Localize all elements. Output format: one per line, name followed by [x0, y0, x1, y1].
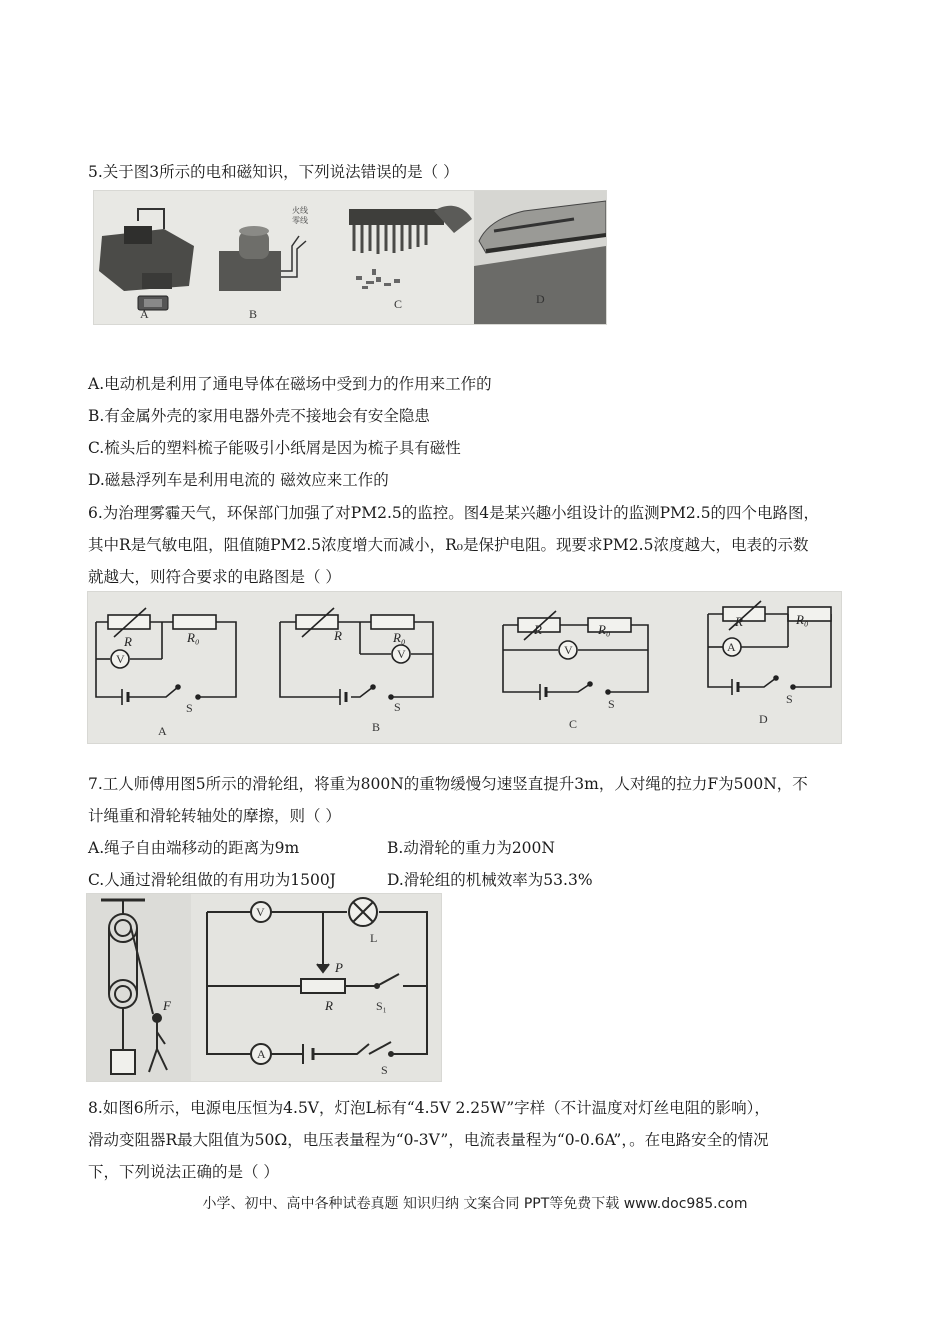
circuit-b-s-label: S [394, 700, 401, 714]
page-footer: 小学、初中、高中各种试卷真题 知识归纳 文案合同 PPT等免费下载 www.doc985.com [202, 1196, 748, 1212]
figure-6-slider-label: P [335, 960, 343, 975]
fig3-label-c: C [394, 297, 403, 311]
q5-option-d: D.磁悬浮列车是利用电流的 磁效应来工作的 [88, 471, 389, 489]
figure-6-lamp-label: L [370, 931, 378, 945]
circuit-b-r-label: R [334, 628, 342, 643]
q7-option-a: A.绳子自由端移动的距离为9m [88, 839, 300, 857]
circuit-c-s-label: S [608, 697, 615, 711]
circuit-d-r-label: R [735, 614, 743, 629]
circuit-c-meter-label: V [564, 643, 573, 657]
fig3-label-a: A [140, 307, 149, 321]
figure-3-photos [93, 190, 607, 325]
circuit-a-r0-label: R₀ [187, 630, 200, 645]
q8-stem-line-3: 下，下列说法正确的是（ ） [88, 1163, 279, 1181]
circuit-d-r0-label: R₀ [796, 612, 809, 627]
fig3-b-neutral-wire-label: 零线 [292, 216, 308, 225]
q7-stem-line-2: 计绳重和滑轮转轴处的摩擦，则（ ） [88, 807, 341, 825]
circuit-a-r-label: R [124, 634, 132, 649]
q8-stem-line-1: 8.如图6所示，电源电压恒为4.5V，灯泡L标有“4.5V 2.25W”字样（不计温度对灯丝电阻的影响）， [88, 1099, 770, 1117]
circuit-c-label: C [569, 717, 578, 731]
fig3-label-d: D [536, 292, 545, 306]
q7-option-c: C.人通过滑轮组做的有用功为1500J [88, 871, 336, 889]
circuit-c-r0-label: R₀ [598, 622, 611, 637]
figure-6-switch-s-label: S [381, 1063, 388, 1077]
q8-stem-line-2: 滑动变阻器R最大阻值为50Ω，电压表量程为“0-3V”，电流表量程为“0-0.6A”，。在电路安全的情况 [88, 1131, 769, 1149]
q5-option-c: C.梳头后的塑料梳子能吸引小纸屑是因为梳子具有磁性 [88, 439, 461, 457]
figure-6-rheostat-label: R [325, 998, 333, 1013]
figure-6-voltmeter-label: V [256, 905, 265, 919]
q5-stem: 5.关于图3所示的电和磁知识，下列说法错误的是（ ） [88, 163, 459, 181]
q6-stem-line-3: 就越大，则符合要求的电路图是（ ） [88, 568, 341, 586]
q5-option-a: A.电动机是利用了通电导体在磁场中受到力的作用来工作的 [88, 375, 492, 393]
circuit-b-meter-label: V [397, 647, 406, 661]
q6-stem-line-1: 6.为治理雾霾天气，环保部门加强了对PM2.5的监控。图4是某兴趣小组设计的监测PM2.5的四个电路图， [88, 504, 820, 522]
circuit-a-s-label: S [186, 701, 193, 715]
figure-5-force-label: F [163, 998, 171, 1013]
q7-stem-line-1: 7.工人师傅用图5所示的滑轮组，将重为800N的重物缓慢匀速竖直提升3m，人对绳的拉力F为500N，不 [88, 775, 808, 793]
circuit-a-meter-label: V [116, 652, 125, 666]
circuit-d-s-label: S [786, 692, 793, 706]
figure-6-switch-s1-label: S₁ [376, 999, 387, 1013]
circuit-b-r0-label: R₀ [393, 630, 406, 645]
circuit-c-r-label: R [534, 622, 542, 637]
fig3-label-b: B [249, 307, 258, 321]
fig3-b-live-wire-label: 火线 [292, 206, 308, 215]
q6-stem-line-2: 其中R是气敏电阻，阻值随PM2.5浓度增大而减小，R₀是保护电阻。现要求PM2.5浓度越大，电表的示数 [88, 536, 809, 554]
circuit-d-meter-label: A [727, 640, 736, 654]
figure-6-ammeter-label: A [257, 1047, 266, 1061]
figure-4-circuits [87, 591, 842, 744]
q5-option-b: B.有金属外壳的家用电器外壳不接地会有安全隐患 [88, 407, 430, 425]
figure-5-6 [86, 893, 442, 1082]
q7-option-b: B.动滑轮的重力为200N [387, 839, 555, 857]
circuit-b-label: B [372, 720, 381, 734]
figure-5-pulley [87, 894, 191, 1081]
circuit-d-label: D [759, 712, 768, 726]
circuit-a-label: A [158, 724, 167, 738]
q7-option-d: D.滑轮组的机械效率为53.3% [387, 871, 593, 889]
